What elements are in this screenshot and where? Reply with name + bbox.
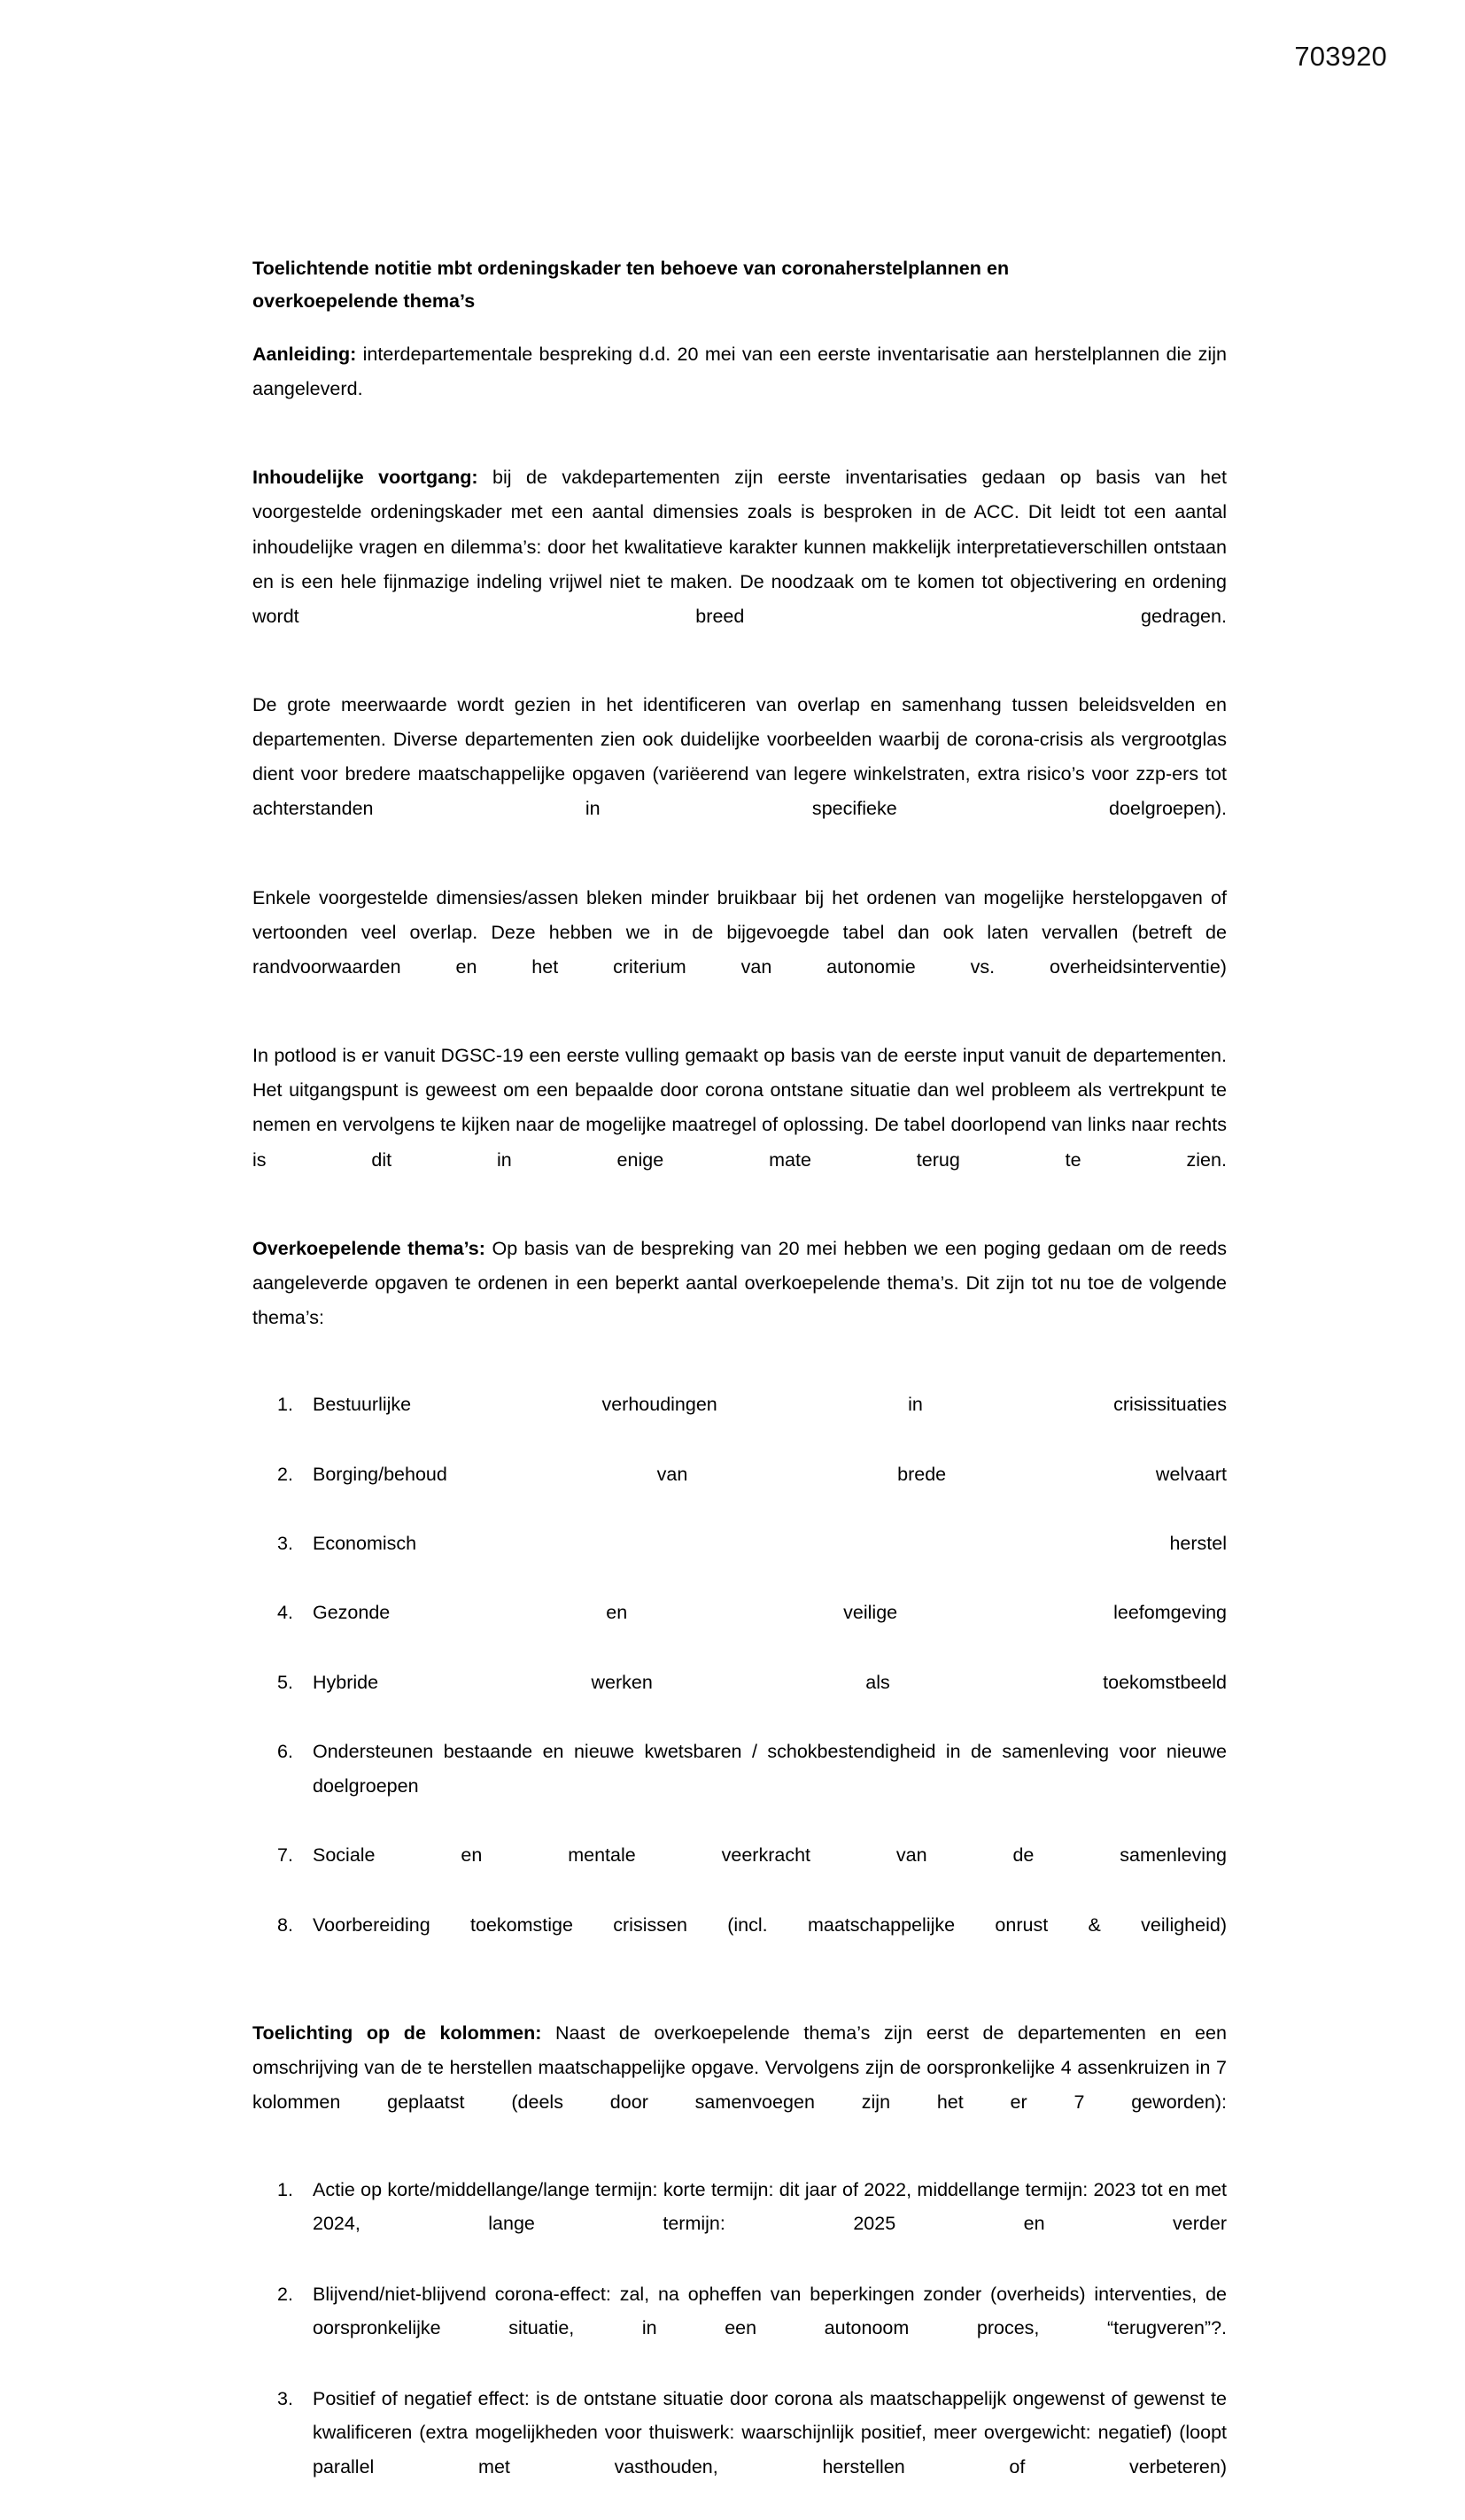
paragraph-dimensies: Enkele voorgestelde dimensies/assen bleken minder bruikbaar bij het ordenen van mogelijke herstelopgaven of vertoonden veel overlap. Deze hebben we in de bijgevoegde tabel dan ook laten vervallen (betreft de randvoorwaarden en het criterium van autonomie vs. overheidsinterventie) (252, 886, 1227, 978)
paragraph-toelichting-kolommen-body: Naast de overkoepelende thema’s zijn eerst de departementen en een omschrijving van de te herstellen maatschappelijke opgave. Vervolgens zijn de oorspronkelijke 4 assenkruizen in 7 kolommen geplaatst (deels door samenvoegen zijn het er 7 geworden): (252, 2022, 1227, 2114)
document-body (252, 252, 1227, 2520)
list-item: Economisch herstel (313, 1533, 1227, 1555)
list-item: Ondersteunen bestaande en nieuwe kwetsbaren / schokbestendigheid in de samenleving voor nieuwe doelgroepen (313, 1741, 1227, 1797)
paragraph-potlood: In potlood is er vanuit DGSC-19 een eerste vulling gemaakt op basis van de eerste input vanuit de departementen. Het uitgangspunt is geweest om een bepaalde door corona ontstane situatie dan wel probleem als vertrekpunt te nemen en vervolgens te kijken naar de mogelijke maatregel of oplossing. De tabel doorlopend van links naar rechts is dit in enige mate terug te zien. (252, 1045, 1227, 1171)
list-item: Borging/behoud van brede welvaart (313, 1463, 1227, 1485)
paragraph-overkoepelende-themas-body: Op basis van de bespreking van 20 mei hebben we een poging gedaan om de reeds aangeleverde opgaven te ordenen in een beperkt aantal overkoepelende thema’s. Dit zijn tot nu toe de volgende thema’s: (252, 1237, 1227, 1329)
paragraph-overkoepelende-themas (252, 1232, 1227, 1371)
list-item: Gezonde en veilige leefomgeving (313, 1602, 1227, 1624)
document-number: 703920 (1294, 41, 1387, 72)
paragraph-inhoudelijke-voortgang-body: bij de vakdepartementen zijn eerste inventarisaties gedaan op basis van het voorgestelde ordeningskader met een aantal dimensies zoals is besproken in de ACC. Dit leidt tot een aantal inhoudelijke vragen en dilemma’s: door het kwalitatieve karakter kunnen makkelijk interpretatieverschillen ontstaan en is een hele fijnmazige indeling vrijwel niet te maken. De noodzaak om te komen tot objectivering en ordening wordt breed gedragen. (252, 467, 1227, 627)
list-item: Sociale en mentale veerkracht van de samenleving (313, 1844, 1227, 1867)
document-title-line-2: overkoepelende thema’s (252, 290, 476, 312)
paragraph-meerwaarde: De grote meerwaarde wordt gezien in het identificeren van overlap en samenhang tussen beleidsvelden en departementen. Diverse departementen zien ook duidelijke voorbeelden waarbij de corona-crisis als vergrootglas dient voor bredere maatschappelijke opgaven (variëerend van legere winkelstraten, extra risico’s voor zzp-ers tot achterstanden in specifieke doelgroepen). (252, 694, 1227, 820)
paragraph-inhoudelijke-voortgang (252, 460, 1227, 669)
list-item: Positief of negatief effect: is de ontstane situatie door corona als maatschappelijk ongewenst of gewenst te kwalificeren (extra mogelijkheden voor thuiswerk: waarschijnlijk positief, meer overgewicht: negatief) (loopt parallel met vasthouden, herstellen of verbeteren) (313, 2387, 1227, 2477)
themes-list (252, 1388, 1227, 1976)
document-title (252, 252, 1227, 318)
paragraph-aanleiding-body: interdepartementale bespreking d.d. 20 mei van een eerste inventarisatie aan herstelplannen die zijn aangeleverd. (252, 343, 1227, 400)
list-item: Hybride werken als toekomstbeeld (313, 1671, 1227, 1693)
paragraph-toelichting-kolommen (252, 2016, 1227, 2155)
document-title-line-1: Toelichtende notitie mbt ordeningskader ten behoeve van coronaherstelplannen en (252, 258, 1010, 279)
list-spacer (252, 1977, 1227, 2016)
columns-list (252, 2173, 1227, 2519)
list-item: Actie op korte/middellange/lange termijn: korte termijn: dit jaar of 2022, middellange termijn: 2023 tot en met 2024, lange termijn: 2025 en verder (313, 2178, 1227, 2235)
paragraph-overkoepelende-themas-lead: Overkoepelende thema’s: (252, 1237, 485, 1259)
list-item: Blijvend/niet-blijvend corona-effect: zal, na opheffen van beperkingen zonder (overheids) interventies, de oorspronkelijke situatie, in een autonoom proces, “terugveren”?. (313, 2283, 1227, 2339)
paragraph-aanleiding (252, 337, 1227, 441)
list-item: Voorbereiding toekomstige crisissen (incl. maatschappelijke onrust & veiligheid) (313, 1913, 1227, 1936)
list-item: Bestuurlijke verhoudingen in crisissituaties (313, 1394, 1227, 1416)
paragraph-aanleiding-lead: Aanleiding: (252, 343, 357, 365)
paragraph-toelichting-kolommen-lead: Toelichting op de kolommen: (252, 2022, 542, 2044)
paragraph-inhoudelijke-voortgang-lead: Inhoudelijke voortgang: (252, 467, 478, 489)
